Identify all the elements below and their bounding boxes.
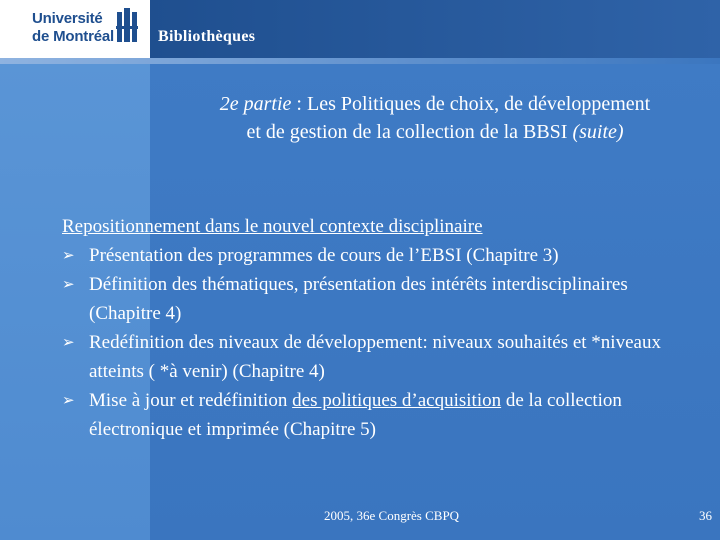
- arrow-bullet-icon: ➢: [62, 246, 75, 264]
- slide-content: [62, 212, 702, 444]
- section-label: Bibliothèques: [158, 28, 256, 45]
- list-item-text: Définition des thématiques, présentation des intérêts interdisciplinaires (Chapitre 4): [89, 274, 628, 324]
- header-divider: [0, 58, 720, 64]
- university-emblem-icon: [116, 6, 138, 46]
- content-heading: Repositionnement dans le nouvel contexte disciplinaire: [62, 216, 483, 237]
- slide-title: [150, 90, 720, 146]
- logo-line-1: Université: [32, 10, 103, 27]
- title-line-2: et de gestion de la collection de la BBSI: [246, 121, 573, 143]
- arrow-bullet-icon: ➢: [62, 333, 75, 351]
- list-item: [62, 270, 702, 328]
- acquisition-policy-link[interactable]: des politiques d’acquisition: [292, 390, 502, 411]
- list-item-text-post: de la collection électronique et imprimée (Chapitre 5): [89, 390, 622, 440]
- university-logo: [0, 0, 150, 58]
- arrow-bullet-icon: ➢: [62, 275, 75, 293]
- title-suite: (suite): [572, 121, 624, 143]
- logo-line-2: de Montréal: [32, 28, 114, 45]
- title-line-1: : Les Politiques de choix, de développement: [291, 93, 651, 115]
- list-item: [62, 386, 702, 444]
- title-part-label: 2e partie: [219, 93, 292, 115]
- list-item: [62, 328, 702, 386]
- page-number: 36: [699, 508, 712, 523]
- arrow-bullet-icon: ➢: [62, 391, 75, 409]
- list-item: [62, 241, 702, 270]
- list-item-text: Présentation des programmes de cours de l’EBSI (Chapitre 3): [89, 245, 559, 266]
- list-item-text: Redéfinition des niveaux de développement: niveaux souhaités et *niveaux atteints ( *à venir) (Chapitre 4): [89, 332, 661, 382]
- header: [0, 0, 720, 58]
- footer-text: 2005, 36e Congrès CBPQ: [324, 508, 460, 523]
- list-item-text-pre: Mise à jour et redéfinition: [89, 390, 293, 411]
